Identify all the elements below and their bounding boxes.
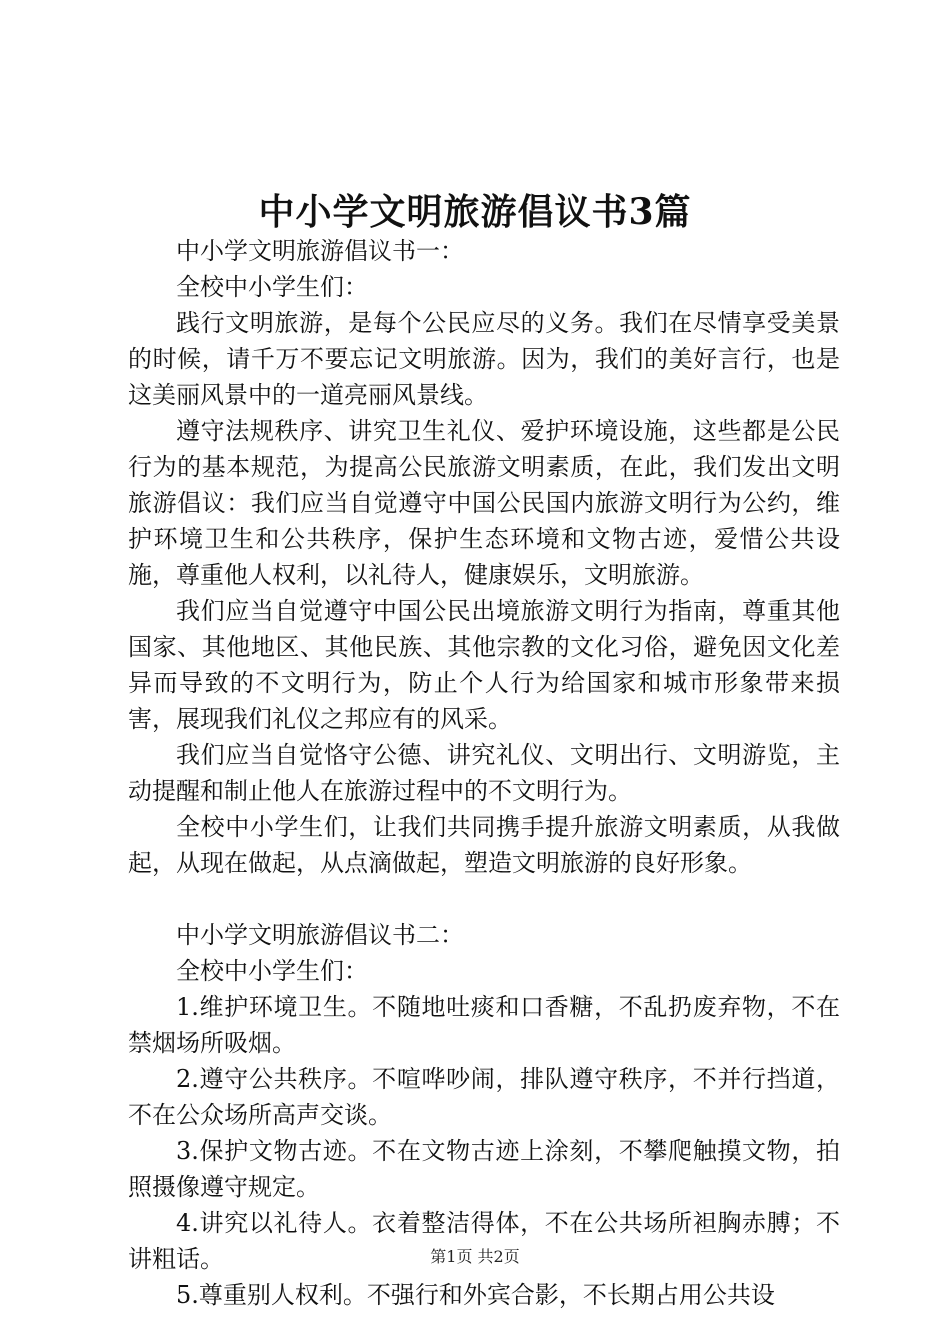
paragraph: 全校中小学生们：	[176, 957, 368, 985]
paragraph: 全校中小学生们：	[176, 273, 368, 301]
paragraph: 全校中小学生们，让我们共同携手提升旅游文明素质，从我做起，从现在做起，从点滴做起，塑造文明旅游的良好形象。	[128, 813, 840, 877]
blank-line	[128, 881, 840, 917]
page-footer: 第1页 共2页	[430, 1247, 520, 1266]
document-title: 中小学文明旅游倡议书3篇	[258, 191, 692, 233]
paragraph: 4.讲究以礼待人。衣着整洁得体，不在公共场所袒胸赤膊；不讲粗话。	[128, 1209, 840, 1273]
document-body	[128, 233, 840, 1313]
paragraph: 中小学文明旅游倡议书二：	[176, 921, 464, 949]
paragraph: 2.遵守公共秩序。不喧哗吵闹，排队遵守秩序，不并行挡道，不在公众场所高声交谈。	[128, 1065, 840, 1129]
paragraph: 我们应当自觉恪守公德、讲究礼仪、文明出行、文明游览，主动提醒和制止他人在旅游过程中的不文明行为。	[128, 741, 840, 805]
paragraph: 5.尊重别人权利。不强行和外宾合影，不长期占用公共设	[176, 1281, 775, 1309]
paragraph: 3.保护文物古迹。不在文物古迹上涂刻，不攀爬触摸文物，拍照摄像遵守规定。	[128, 1137, 840, 1201]
paragraph: 我们应当自觉遵守中国公民出境旅游文明行为指南，尊重其他国家、其他地区、其他民族、其他宗教的文化习俗，避免因文化差异而导致的不文明行为，防止个人行为给国家和城市形象带来损害，展现我们礼仪之邦应有的风采。	[128, 597, 840, 733]
paragraph: 1.维护环境卫生。不随地吐痰和口香糖，不乱扔废弃物，不在禁烟场所吸烟。	[128, 993, 840, 1057]
paragraph: 中小学文明旅游倡议书一：	[176, 237, 464, 265]
paragraph: 遵守法规秩序、讲究卫生礼仪、爱护环境设施，这些都是公民行为的基本规范，为提高公民旅游文明素质，在此，我们发出文明旅游倡议：我们应当自觉遵守中国公民国内旅游文明行为公约，维护环境卫生和公共秩序，保护生态环境和文物古迹，爱惜公共设施，尊重他人权利，以礼待人，健康娱乐，文明旅游。	[128, 417, 840, 589]
paragraph: 践行文明旅游，是每个公民应尽的义务。我们在尽情享受美景的时候，请千万不要忘记文明旅游。因为，我们的美好言行，也是这美丽风景中的一道亮丽风景线。	[128, 309, 840, 409]
